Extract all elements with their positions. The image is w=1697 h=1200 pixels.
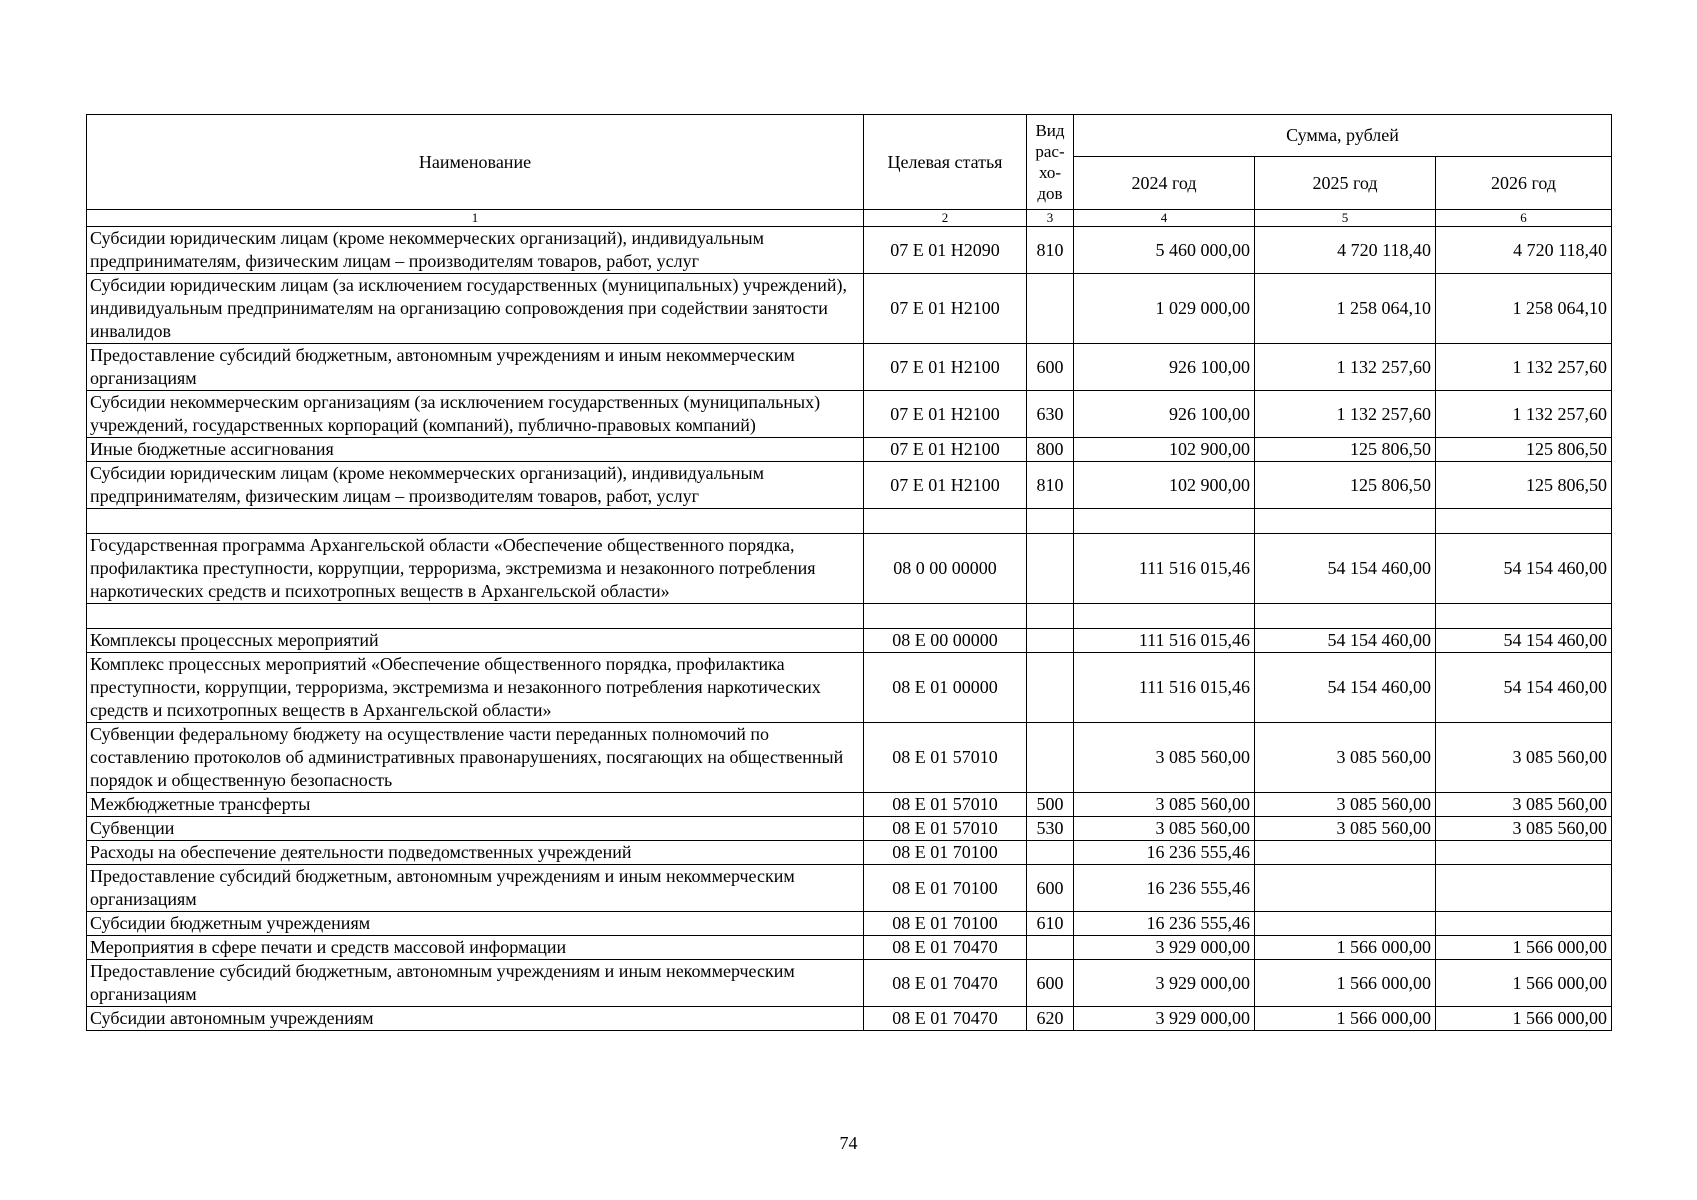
row-name-cell: Государственная программа Архангельской области «Обеспечение общественного порядка, профилактика преступности, коррупции, терроризма, экстремизма и незаконного потребления наркотических средств и психотропных веществ в Архангельской области» (87, 534, 864, 604)
row-amount-2025-cell: 3 085 560,00 (1255, 723, 1436, 793)
row-amount-2026-cell: 1 566 000,00 (1436, 1007, 1612, 1031)
row-name-cell: Комплекс процессных мероприятий «Обеспечение общественного порядка, профилактика преступности, коррупции, терроризма, экстремизма и незаконного потребления наркотических средств и психотропных веществ в Архангельской области» (87, 653, 864, 723)
row-target-article-cell: 07 Е 01 Н2090 (864, 227, 1027, 274)
row-name-cell: Субсидии юридическим лицам (за исключением государственных (муниципальных) учреждений), индивидуальным предпринимателям на организацию сопровождения при содействии занятости инвалидов (87, 274, 864, 344)
empty-cell (1255, 604, 1436, 629)
table-row (87, 274, 1612, 344)
row-expense-type-cell: 600 (1027, 865, 1074, 912)
row-amount-2025-cell: 54 154 460,00 (1255, 534, 1436, 604)
table-row (87, 629, 1612, 653)
row-amount-2025-cell: 125 806,50 (1255, 438, 1436, 462)
row-target-article-cell: 07 Е 01 Н2100 (864, 344, 1027, 391)
column-number: 1 (87, 210, 864, 227)
row-amount-2025-cell: 125 806,50 (1255, 462, 1436, 509)
column-number: 5 (1255, 210, 1436, 227)
empty-cell (864, 604, 1027, 629)
spacer-row (87, 509, 1612, 534)
empty-cell (1074, 509, 1255, 534)
row-target-article-cell: 08 Е 01 70100 (864, 912, 1027, 936)
row-amount-2025-cell: 3 085 560,00 (1255, 817, 1436, 841)
row-target-article-cell: 08 Е 01 70100 (864, 841, 1027, 865)
row-target-article-cell: 08 Е 01 00000 (864, 653, 1027, 723)
table-row (87, 723, 1612, 793)
table-row (87, 344, 1612, 391)
row-name-cell: Комплексы процессных мероприятий (87, 629, 864, 653)
row-amount-2026-cell: 4 720 118,40 (1436, 227, 1612, 274)
row-amount-2024-cell: 16 236 555,46 (1074, 912, 1255, 936)
column-number: 4 (1074, 210, 1255, 227)
row-amount-2026-cell: 1 258 064,10 (1436, 274, 1612, 344)
table-row (87, 1007, 1612, 1031)
row-target-article-cell: 08 Е 01 70470 (864, 1007, 1027, 1031)
column-number: 6 (1436, 210, 1612, 227)
table-row (87, 817, 1612, 841)
table-row (87, 912, 1612, 936)
row-amount-2024-cell: 5 460 000,00 (1074, 227, 1255, 274)
row-amount-2024-cell: 111 516 015,46 (1074, 629, 1255, 653)
row-target-article-cell: 08 Е 01 70100 (864, 865, 1027, 912)
table-row (87, 841, 1612, 865)
row-target-article-cell: 08 Е 01 70470 (864, 936, 1027, 960)
column-numbers-row (87, 210, 1612, 227)
row-amount-2025-cell (1255, 865, 1436, 912)
empty-cell (1436, 509, 1612, 534)
row-amount-2026-cell (1436, 912, 1612, 936)
table-row (87, 462, 1612, 509)
row-expense-type-cell: 530 (1027, 817, 1074, 841)
row-amount-2026-cell: 3 085 560,00 (1436, 817, 1612, 841)
row-amount-2026-cell: 54 154 460,00 (1436, 629, 1612, 653)
row-amount-2024-cell: 102 900,00 (1074, 462, 1255, 509)
page-number: 74 (839, 1133, 858, 1153)
row-amount-2024-cell: 3 085 560,00 (1074, 793, 1255, 817)
row-name-cell: Субсидии некоммерческим организациям (за исключением государственных (муниципальных) учреждений, государственных корпораций (компаний), публично-правовых компаний) (87, 391, 864, 438)
empty-cell (87, 509, 864, 534)
table-row (87, 960, 1612, 1007)
row-expense-type-cell (1027, 723, 1074, 793)
row-amount-2024-cell: 3 085 560,00 (1074, 723, 1255, 793)
table-row (87, 936, 1612, 960)
row-name-cell: Мероприятия в сфере печати и средств массовой информации (87, 936, 864, 960)
row-amount-2025-cell: 1 132 257,60 (1255, 391, 1436, 438)
row-name-cell: Субсидии юридическим лицам (кроме некоммерческих организаций), индивидуальным предпринимателям, физическим лицам – производителям товаров, работ, услуг (87, 227, 864, 274)
row-expense-type-cell (1027, 653, 1074, 723)
budget-table (86, 114, 1612, 1031)
table-row (87, 391, 1612, 438)
header-expense-type-line: хо- (1038, 163, 1061, 182)
row-target-article-cell: 08 Е 01 57010 (864, 723, 1027, 793)
table-body (87, 227, 1612, 1031)
row-amount-2024-cell: 16 236 555,46 (1074, 841, 1255, 865)
row-amount-2025-cell: 4 720 118,40 (1255, 227, 1436, 274)
header-name: Наименование (87, 115, 864, 210)
row-expense-type-cell: 610 (1027, 912, 1074, 936)
row-target-article-cell: 07 Е 01 Н2100 (864, 274, 1027, 344)
row-amount-2025-cell: 3 085 560,00 (1255, 793, 1436, 817)
row-expense-type-cell: 800 (1027, 438, 1074, 462)
table-row (87, 653, 1612, 723)
row-expense-type-cell: 630 (1027, 391, 1074, 438)
row-name-cell: Субвенции федеральному бюджету на осуществление части переданных полномочий по составлению протоколов об административных правонарушениях, посягающих на общественный порядок и общественную безопасность (87, 723, 864, 793)
row-target-article-cell: 08 Е 01 70470 (864, 960, 1027, 1007)
header-year-2026: 2026 год (1436, 157, 1612, 210)
row-target-article-cell: 07 Е 01 Н2100 (864, 391, 1027, 438)
row-amount-2024-cell: 3 929 000,00 (1074, 960, 1255, 1007)
row-expense-type-cell: 500 (1027, 793, 1074, 817)
header-year-2024: 2024 год (1074, 157, 1255, 210)
table-row (87, 865, 1612, 912)
empty-cell (1027, 604, 1074, 629)
row-amount-2025-cell (1255, 841, 1436, 865)
row-amount-2026-cell: 125 806,50 (1436, 462, 1612, 509)
row-target-article-cell: 08 Е 00 00000 (864, 629, 1027, 653)
column-number: 2 (864, 210, 1027, 227)
row-amount-2024-cell: 926 100,00 (1074, 344, 1255, 391)
table-row (87, 438, 1612, 462)
row-expense-type-cell (1027, 274, 1074, 344)
row-amount-2025-cell: 54 154 460,00 (1255, 629, 1436, 653)
header-expense-type-line: Вид (1035, 121, 1065, 140)
row-name-cell: Субвенции (87, 817, 864, 841)
header-expense-type-line: рас- (1035, 142, 1065, 161)
row-target-article-cell: 08 Е 01 57010 (864, 817, 1027, 841)
row-amount-2025-cell: 1 566 000,00 (1255, 960, 1436, 1007)
spacer-row (87, 604, 1612, 629)
row-amount-2024-cell: 3 929 000,00 (1074, 1007, 1255, 1031)
row-amount-2026-cell: 3 085 560,00 (1436, 723, 1612, 793)
empty-cell (1074, 604, 1255, 629)
row-expense-type-cell: 810 (1027, 227, 1074, 274)
row-amount-2024-cell: 111 516 015,46 (1074, 534, 1255, 604)
row-amount-2026-cell (1436, 841, 1612, 865)
row-target-article-cell: 07 Е 01 Н2100 (864, 462, 1027, 509)
row-name-cell: Расходы на обеспечение деятельности подведомственных учреждений (87, 841, 864, 865)
header-expense-type (1027, 115, 1074, 210)
row-expense-type-cell (1027, 841, 1074, 865)
row-amount-2026-cell: 1 132 257,60 (1436, 391, 1612, 438)
row-name-cell: Субсидии бюджетным учреждениям (87, 912, 864, 936)
row-target-article-cell: 07 Е 01 Н2100 (864, 438, 1027, 462)
row-amount-2026-cell: 54 154 460,00 (1436, 534, 1612, 604)
empty-cell (1255, 509, 1436, 534)
row-amount-2026-cell: 1 132 257,60 (1436, 344, 1612, 391)
row-amount-2024-cell: 16 236 555,46 (1074, 865, 1255, 912)
table-row (87, 227, 1612, 274)
table-row (87, 534, 1612, 604)
header-year-2025: 2025 год (1255, 157, 1436, 210)
row-amount-2026-cell: 54 154 460,00 (1436, 653, 1612, 723)
row-name-cell: Межбюджетные трансферты (87, 793, 864, 817)
row-expense-type-cell: 620 (1027, 1007, 1074, 1031)
row-amount-2024-cell: 3 929 000,00 (1074, 936, 1255, 960)
row-expense-type-cell: 810 (1027, 462, 1074, 509)
row-amount-2026-cell: 1 566 000,00 (1436, 936, 1612, 960)
row-expense-type-cell (1027, 534, 1074, 604)
row-expense-type-cell (1027, 936, 1074, 960)
row-name-cell: Субсидии юридическим лицам (кроме некоммерческих организаций), индивидуальным предпринимателям, физическим лицам – производителям товаров, работ, услуг (87, 462, 864, 509)
row-amount-2026-cell: 3 085 560,00 (1436, 793, 1612, 817)
row-name-cell: Иные бюджетные ассигнования (87, 438, 864, 462)
empty-cell (1436, 604, 1612, 629)
row-amount-2025-cell (1255, 912, 1436, 936)
row-expense-type-cell: 600 (1027, 344, 1074, 391)
row-amount-2026-cell: 1 566 000,00 (1436, 960, 1612, 1007)
row-amount-2025-cell: 1 132 257,60 (1255, 344, 1436, 391)
empty-cell (864, 509, 1027, 534)
empty-cell (87, 604, 864, 629)
row-name-cell: Предоставление субсидий бюджетным, автономным учреждениям и иным некоммерческим организациям (87, 865, 864, 912)
row-expense-type-cell (1027, 629, 1074, 653)
row-name-cell: Предоставление субсидий бюджетным, автономным учреждениям и иным некоммерческим организациям (87, 344, 864, 391)
row-amount-2024-cell: 1 029 000,00 (1074, 274, 1255, 344)
row-amount-2025-cell: 1 566 000,00 (1255, 936, 1436, 960)
row-amount-2024-cell: 111 516 015,46 (1074, 653, 1255, 723)
row-name-cell: Субсидии автономным учреждениям (87, 1007, 864, 1031)
row-amount-2024-cell: 926 100,00 (1074, 391, 1255, 438)
row-amount-2024-cell: 3 085 560,00 (1074, 817, 1255, 841)
row-amount-2026-cell (1436, 865, 1612, 912)
column-number: 3 (1027, 210, 1074, 227)
header-target-article: Целевая статья (864, 115, 1027, 210)
row-amount-2025-cell: 1 258 064,10 (1255, 274, 1436, 344)
row-name-cell: Предоставление субсидий бюджетным, автономным учреждениям и иным некоммерческим организациям (87, 960, 864, 1007)
row-amount-2026-cell: 125 806,50 (1436, 438, 1612, 462)
table-row (87, 793, 1612, 817)
row-expense-type-cell: 600 (1027, 960, 1074, 1007)
header-expense-type-line: дов (1037, 184, 1063, 203)
empty-cell (1027, 509, 1074, 534)
row-target-article-cell: 08 Е 01 57010 (864, 793, 1027, 817)
header-sum: Сумма, рублей (1074, 115, 1612, 157)
row-target-article-cell: 08 0 00 00000 (864, 534, 1027, 604)
row-amount-2025-cell: 54 154 460,00 (1255, 653, 1436, 723)
row-amount-2024-cell: 102 900,00 (1074, 438, 1255, 462)
row-amount-2025-cell: 1 566 000,00 (1255, 1007, 1436, 1031)
